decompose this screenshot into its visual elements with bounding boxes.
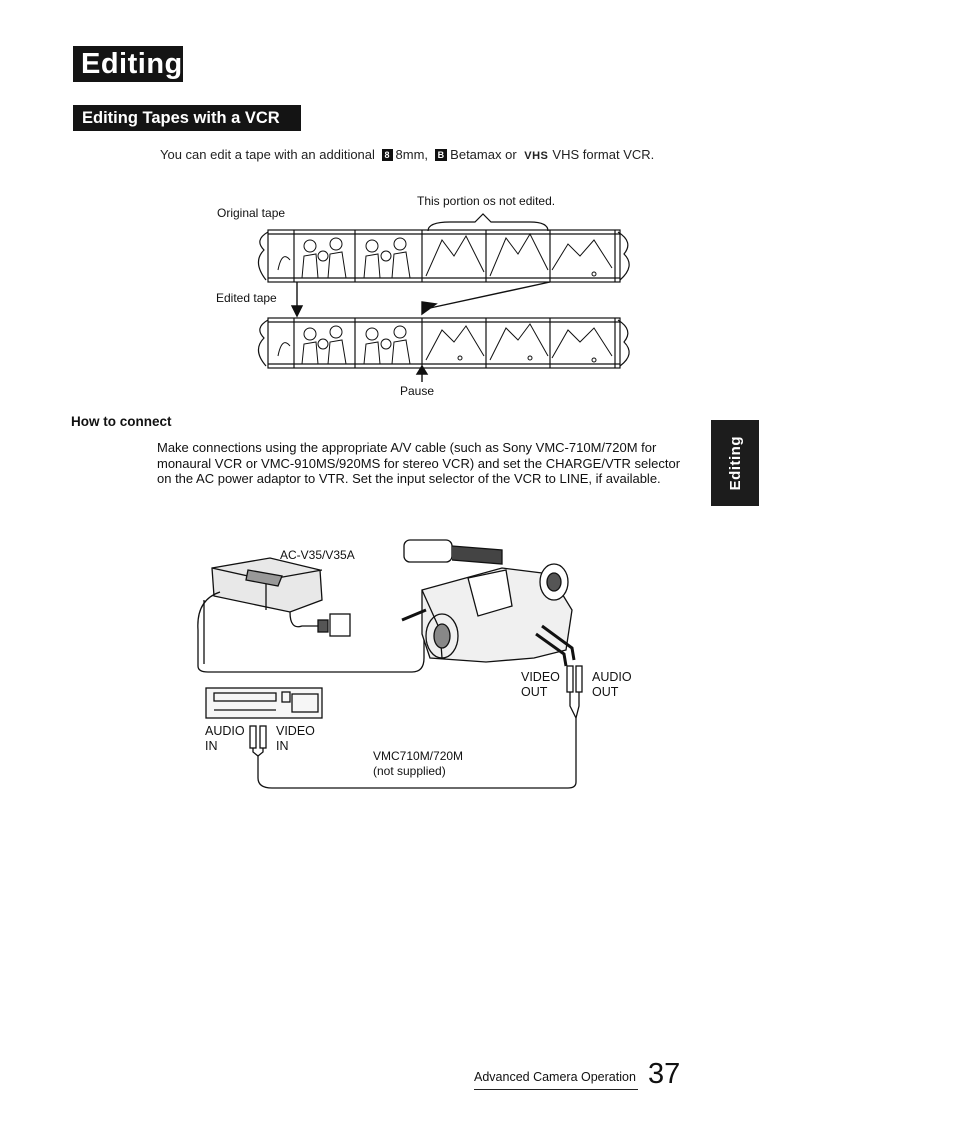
audio-out-line1: AUDIO (592, 670, 632, 684)
side-tab-editing (711, 420, 759, 506)
audio-in-label (205, 724, 245, 754)
video-in-line1: VIDEO (276, 724, 315, 738)
intro-prefix: You can edit a tape with an additional (160, 147, 375, 162)
cable-label (373, 749, 463, 779)
tape-diagram (250, 210, 660, 390)
how-to-connect-heading: How to connect (71, 414, 172, 429)
section-title: Editing Tapes with a VCR (73, 105, 301, 131)
edited-tape-label: Edited tape (216, 291, 277, 305)
video-out-line2: OUT (521, 685, 548, 699)
audio-in-line1: AUDIO (205, 724, 245, 738)
intro-vhs: VHS format VCR. (552, 147, 655, 162)
pause-label: Pause (400, 384, 435, 398)
video-in-label (276, 724, 315, 754)
intro-text (160, 147, 654, 162)
side-tab-label: Editing (726, 435, 744, 491)
audio-in-line2: IN (205, 739, 218, 753)
cable-model: VMC710M/720M (373, 749, 464, 763)
footer-section: Advanced Camera Operation (474, 1070, 636, 1084)
page-title: Editing (73, 46, 183, 82)
how-to-connect-paragraph: Make connections using the appropriate A/V cable (such as Sony VMC-710M/720M for monaural VCR or VMC-910MS/920MS for stereo VCR) and set the CHARGE/VTR selector on the AC power adaptor to VTR. Set the input selector of the VCR to LINE, if available. (157, 440, 681, 486)
not-edited-label: This portion os not edited. (417, 194, 556, 208)
audio-out-label (592, 670, 632, 700)
video-out-label (521, 670, 560, 700)
vhs-format-icon: VHS (524, 150, 549, 162)
cable-note: (not supplied) (373, 764, 446, 778)
intro-betamax: Betamax or (450, 147, 517, 162)
video-in-line2: IN (276, 739, 289, 753)
original-tape-label: Original tape (217, 206, 286, 220)
ac-adaptor-label: AC-V35/V35A (280, 548, 355, 562)
audio-out-line2: OUT (592, 685, 619, 699)
video-out-line1: VIDEO (521, 670, 560, 684)
8mm-format-icon: 8 (382, 149, 393, 161)
betamax-format-icon: B (435, 149, 448, 161)
page-number: 37 (648, 1058, 681, 1090)
footer-underline (474, 1089, 638, 1090)
intro-8mm: 8mm, (395, 147, 429, 162)
